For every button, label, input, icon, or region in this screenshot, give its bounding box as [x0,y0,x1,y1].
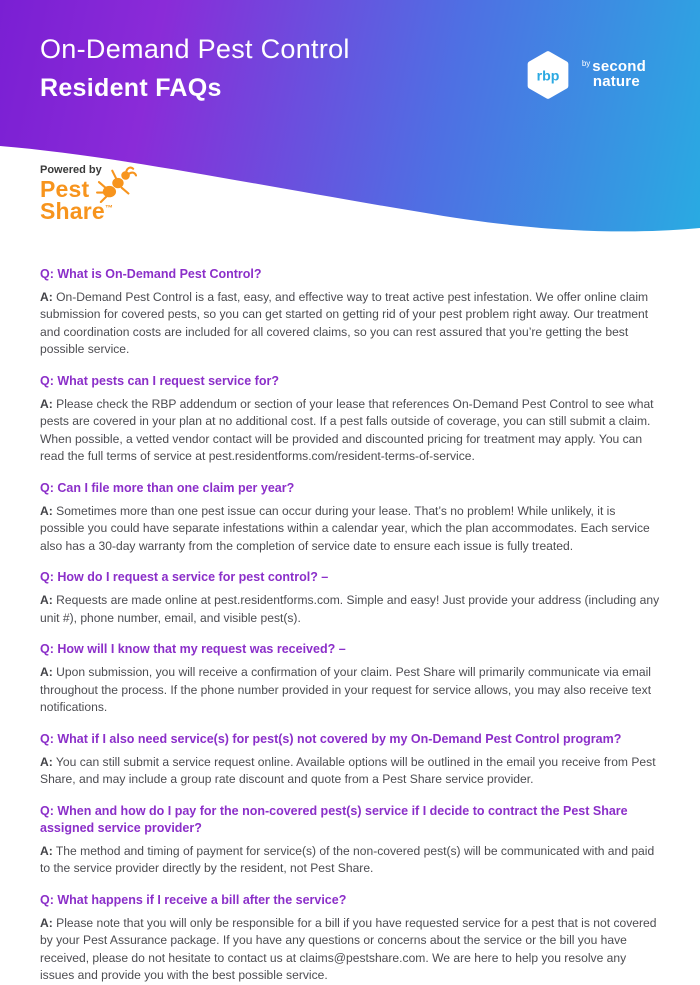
answer-prefix: A: [40,915,53,930]
faq-question: Q: Can I file more than one claim per year? [40,481,295,495]
second-label: second [592,58,646,76]
answer-prefix: A: [40,665,53,680]
faq-answer-text: You can still submit a service request online. Available options will be outlined in the email you receive from Pest Share, and may include a group rate discount and quote from a Pest Share service provider. [40,754,656,787]
faq-item [40,373,660,466]
powered-by-label: Powered by [40,164,102,176]
faq-item [40,266,660,359]
faq-answer [40,592,660,627]
faq-answer [40,915,660,985]
faq-question: Q: What pests can I request service for? [40,374,279,388]
brand-logos [525,50,646,100]
faq-question: Q: When and how do I pay for the non-covered pest(s) service if I decide to contract the Pest Share assigned service provider? [40,803,628,835]
faq-answer-text: Requests are made online at pest.residentforms.com. Simple and easy! Just provide your address (including any unit #), phone number, email, and visible pest(s). [40,593,660,625]
faq-answer-text: The method and timing of payment for service(s) of the non-covered pest(s) will be communicated with and paid to the service provider directly by the resident, not Pest Share. [40,843,655,876]
faq-item [40,731,660,789]
answer-prefix: A: [40,754,53,769]
rbp-logo-text: rbp [536,67,560,84]
page-subtitle: Resident FAQs [40,74,222,102]
faq-item [40,892,660,985]
header-titles [40,34,350,103]
faq-question: Q: What is On-Demand Pest Control? [40,267,262,281]
faq-list [0,244,700,985]
faq-item [40,803,660,878]
faq-answer-text: Please check the RBP addendum or section of your lease that references On-Demand Pest Control to see what pests are covered in your plan at no additional cost. If a pest falls outside of coverage, you can still submit a claim. When possible, a vetted vendor contact will be provided and discounted pricing for treatment may apply. You can read the full terms of service at pest.residentforms.com/resident-terms-of-service. [40,396,654,464]
answer-prefix: A: [40,843,53,858]
faq-answer-text: Please note that you will only be responsible for a bill if you have requested service for a pest that is not covered by your Pest Assurance package. If you have any questions or concerns about the service or the bill you have received, please do not hesitate to contact us at claims@pestshare.com. We are here to help you resolve any issues and provide you with the best possible service. [40,915,657,983]
rbp-badge-icon [525,50,571,100]
pest-bug-icon [96,165,138,203]
pestshare-word-pest: Pest [40,176,90,202]
answer-prefix: A: [40,593,53,608]
trademark-symbol: ™ [104,203,114,213]
faq-question: Q: What happens if I receive a bill after the service? [40,892,347,907]
faq-answer [40,754,660,789]
answer-prefix: A: [40,396,53,411]
answer-prefix: A: [40,503,53,518]
faq-answer [40,396,660,466]
pestshare-word-share: Share [40,197,105,224]
faq-question: Q: What if I also need service(s) for pest(s) not covered by my On-Demand Pest Control program? [40,731,622,746]
second-nature-logo [582,59,646,91]
faq-answer-text: Sometimes more than one pest issue can occur during your lease. That’s no problem! While unlikely, it is possible you could have separate infestations within a calendar year, which the plan accommodates. Each service also has a 30-day warranty from the completion of service date to ensure each issue is fully treated. [40,503,650,553]
faq-answer [40,503,660,556]
faq-answer [40,664,660,717]
faq-item [40,641,660,716]
faq-answer-text: On-Demand Pest Control is a fast, easy, and effective way to treat active pest infestation. We offer online claim submission for covered pests, so you can get started on getting rid of your pest problem right away. Our treatment and coordination costs are included for all covered claims, so you can rest assured that you’re getting the best possible service. [40,289,649,357]
faq-item [40,480,660,555]
pestshare-logo [40,164,160,231]
page-title: On-Demand Pest Control [40,34,350,64]
answer-prefix: A: [40,289,53,304]
by-label: by [581,59,591,69]
faq-answer [40,289,660,359]
header-banner [0,0,700,244]
faq-item [40,569,660,627]
faq-answer-text: Upon submission, you will receive a confirmation of your claim. Pest Share will primarily communicate via email throughout the process. If the phone number provided in your request for service allows, you may also receive text notifications. [40,665,652,715]
nature-label: nature [592,73,640,91]
faq-answer [40,843,660,878]
faq-question: Q: How do I request a service for pest control? – [40,570,329,585]
faq-question: Q: How will I know that my request was received? – [40,642,346,657]
